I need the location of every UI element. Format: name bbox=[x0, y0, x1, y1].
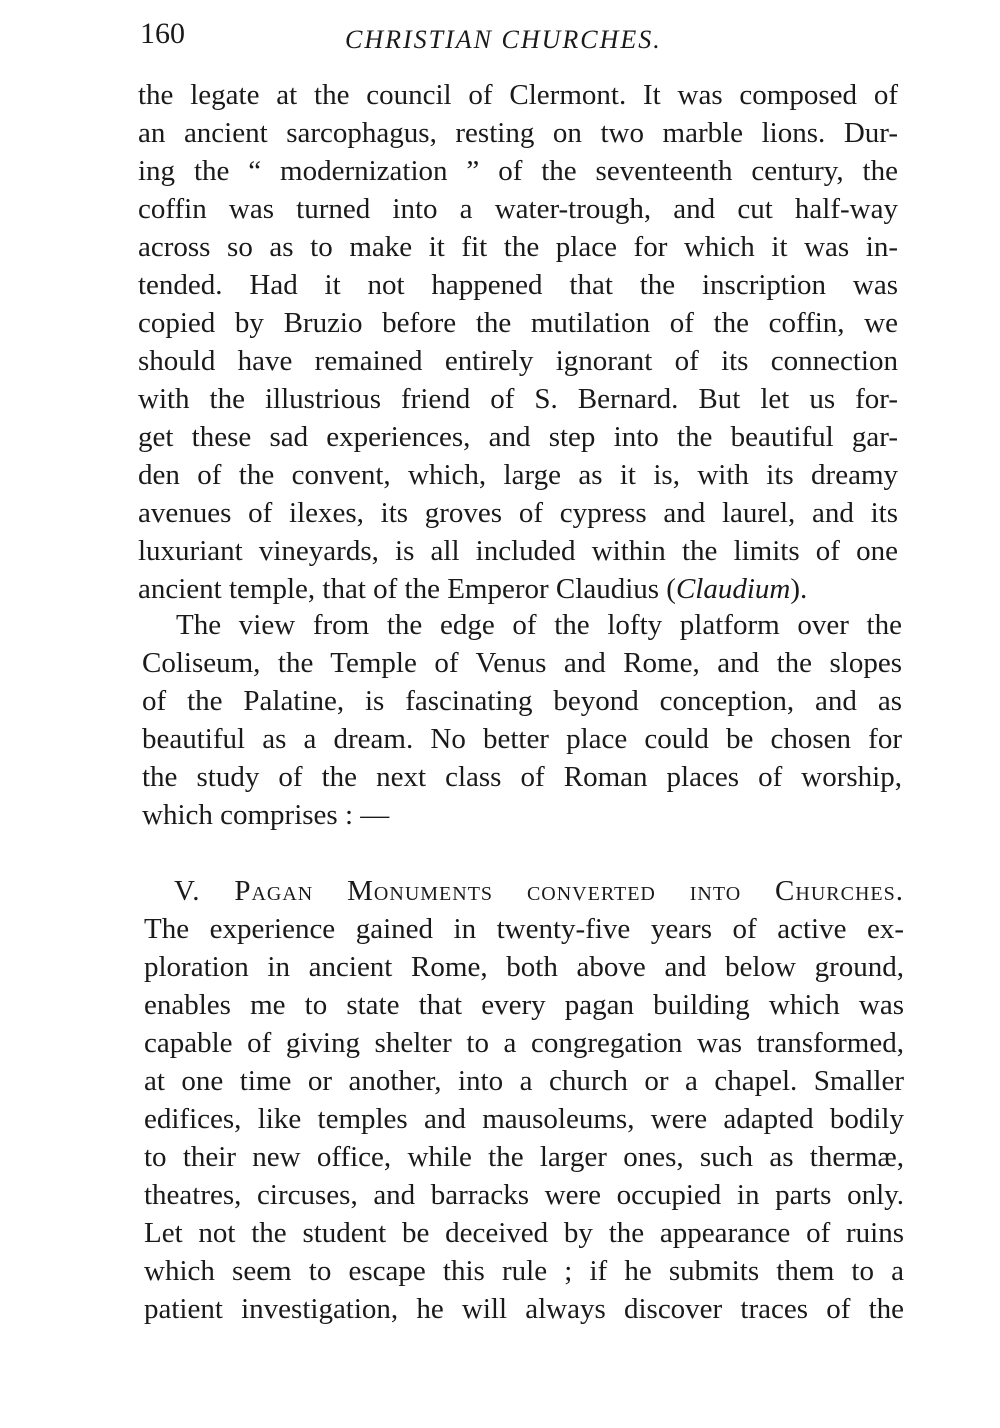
text-line: the study of the next class of Roman places of worship, bbox=[142, 761, 902, 793]
text-line: to their new office, while the larger ones, such as thermæ, bbox=[144, 1141, 904, 1173]
text-line: copied by Bruzio before the mutilation of the coffin, we bbox=[138, 307, 898, 339]
text-line: the legate at the council of Clermont. It was composed of bbox=[138, 79, 898, 111]
text-line: at one time or another, into a church or a chapel. Smaller bbox=[144, 1065, 904, 1097]
text-line: across so as to make it fit the place for which it was in- bbox=[138, 231, 898, 263]
text-line: theatres, circuses, and barracks were occupied in parts only. bbox=[144, 1179, 904, 1211]
text-line: beautiful as a dream. No better place could be chosen for bbox=[142, 723, 902, 755]
text-line: ing the “ modernization ” of the seventeenth century, the bbox=[138, 155, 898, 187]
text-line: patient investigation, he will always discover traces of the bbox=[144, 1293, 904, 1325]
text-line: avenues of ilexes, its groves of cypress and laurel, and its bbox=[138, 497, 898, 529]
text-line: should have remained entirely ignorant of its connection bbox=[138, 345, 898, 377]
page-number: 160 bbox=[140, 17, 185, 50]
text-line: den of the convent, which, large as it is, with its dreamy bbox=[138, 459, 898, 491]
text-line: of the Palatine, is fascinating beyond conception, and as bbox=[142, 685, 902, 717]
section-heading: V. Pagan Monuments converted into Churches. bbox=[174, 875, 904, 907]
page-header bbox=[140, 14, 900, 64]
section-pagan-monuments bbox=[144, 872, 904, 1328]
text-line: Let not the student be deceived by the appearance of ruins bbox=[144, 1217, 904, 1249]
text-line: ploration in ancient Rome, both above and below ground, bbox=[144, 951, 904, 983]
text-line: luxuriant vineyards, is all included within the limits of one bbox=[138, 535, 898, 567]
text-line: capable of giving shelter to a congregation was transformed, bbox=[144, 1027, 904, 1059]
italic-term: Claudium bbox=[675, 573, 791, 605]
paragraph-view bbox=[142, 606, 902, 834]
text-line: tended. Had it not happened that the inscription was bbox=[138, 269, 898, 301]
text-fragment: ). bbox=[790, 573, 808, 605]
running-title: CHRISTIAN CHURCHES. bbox=[345, 25, 662, 54]
text-line: which seem to escape this rule ; if he submits them to a bbox=[144, 1255, 904, 1287]
text-fragment: ancient temple, that of the Emperor Claudius ( bbox=[138, 573, 676, 605]
text-line: edifices, like temples and mausoleums, were adapted bodily bbox=[144, 1103, 904, 1135]
text-line: coffin was turned into a water-trough, and cut half-way bbox=[138, 193, 898, 225]
text-line-final bbox=[138, 570, 898, 608]
text-line: get these sad experiences, and step into the beautiful gar- bbox=[138, 421, 898, 453]
text-line: Coliseum, the Temple of Venus and Rome, and the slopes bbox=[142, 647, 902, 679]
text-line: The experience gained in twenty-five years of active ex- bbox=[144, 913, 904, 945]
text-line: which comprises : — bbox=[142, 799, 390, 831]
text-line: with the illustrious friend of S. Bernard. But let us for- bbox=[138, 383, 898, 415]
text-line: The view from the edge of the lofty platform over the bbox=[176, 609, 902, 641]
text-line: enables me to state that every pagan building which was bbox=[144, 989, 904, 1021]
text-line: an ancient sarcophagus, resting on two marble lions. Dur- bbox=[138, 117, 898, 149]
paragraph-continued bbox=[138, 76, 898, 608]
